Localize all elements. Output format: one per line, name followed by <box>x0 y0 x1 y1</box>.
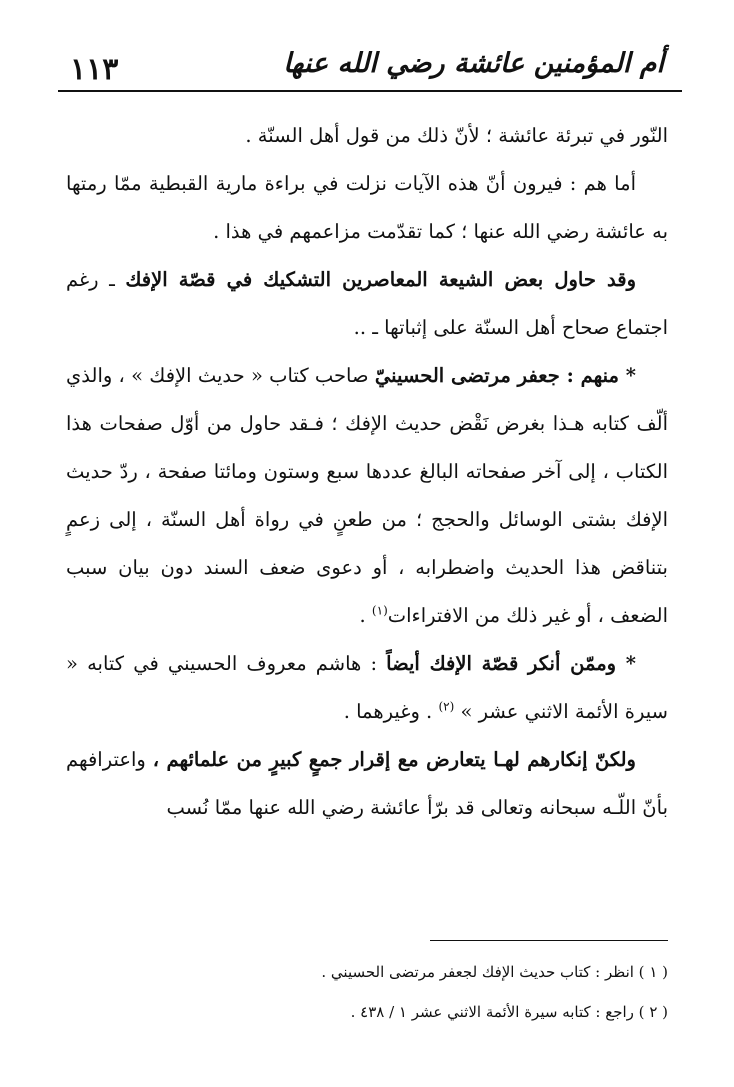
paragraph-3 <box>66 256 668 352</box>
footnote-ref-1[interactable]: (١) <box>371 603 388 618</box>
footnote-rule <box>430 940 668 941</box>
paragraph-4-end: . <box>359 604 372 627</box>
running-title: أم المؤمنين عائشة رضي الله عنها <box>283 48 664 79</box>
footnotes <box>66 952 668 1032</box>
paragraph-6-rest: واعترافهم بأنّ اللّـه سبحانه وتعالى قد برّأ عائشة رضي الله عنها ممّا نُسب <box>66 748 668 819</box>
header-rule <box>58 90 682 92</box>
footnote-1: ( ١ ) انظر : كتاب حديث الإفك لجعفر مرتضى الحسيني . <box>321 963 668 981</box>
body-text <box>66 112 668 832</box>
page-number: ١١٣ <box>70 52 119 87</box>
page-header <box>60 42 674 88</box>
paragraph-4 <box>66 352 668 640</box>
paragraph-4-bold: * منهم : جعفر مرتضى الحسينيّ <box>374 364 637 387</box>
paragraph-4-rest: صاحب كتاب « حديث الإفك » ، والذي ألّف كتابه هـذا بغرض نَقْض حديث الإفك ؛ فـقد حاول من أوّل صفحات هذا الكتاب ، إلى آخر صفحاته البالغ عددها سبع وستون ومائتا صفحة ، ردّ حديث الإفك بشتى الوسائل والحجج ؛ من طعنٍ في رواة أهل السنّة ، إلى زعمٍ بتناقض هذا الحديث واضطرابه ، أو دعوى ضعف السند دون بيان سبب الضعف ، أو غير ذلك من الافتراءات <box>66 364 668 627</box>
paragraph-5-rest: : هاشم معروف الحسيني في كتابه « سيرة الأئمة الاثني عشر » <box>66 652 668 723</box>
paragraph-6-bold: ولكنّ إنكارهم لهـا يتعارض مع إقرار جمعٍ كبيرٍ من علمائهم ، <box>152 748 636 771</box>
paragraph-6 <box>66 736 668 832</box>
paragraph-5 <box>66 640 668 736</box>
paragraph-1: النّور في تبرئة عائشة ؛ لأنّ ذلك من قول أهل السنّة . <box>245 124 668 147</box>
paragraph-5-bold: * وممّن أنكر قصّة الإفك أيضاً <box>386 652 637 675</box>
paragraph-2: أما هم : فيرون أنّ هذه الآيات نزلت في براءة مارية القبطية ممّا رمتها به عائشة رضي الله عنها ؛ كما تقدّمت مزاعمهم في هذا . <box>66 172 668 243</box>
paragraph-3-bold: وقد حاول بعض الشيعة المعاصرين التشكيك في قصّة الإفك <box>125 268 636 291</box>
paragraph-3-rest: ـ رغم اجتماع صحاح أهل السنّة على إثباتها ـ .. <box>66 268 668 339</box>
footnote-2: ( ٢ ) راجع : كتابه سيرة الأئمة الاثني عشر ١ / ٤٣٨ . <box>350 1003 668 1021</box>
footnote-ref-2[interactable]: (٢) <box>438 699 455 714</box>
paragraph-5-end: . وغيرهما . <box>343 700 439 723</box>
